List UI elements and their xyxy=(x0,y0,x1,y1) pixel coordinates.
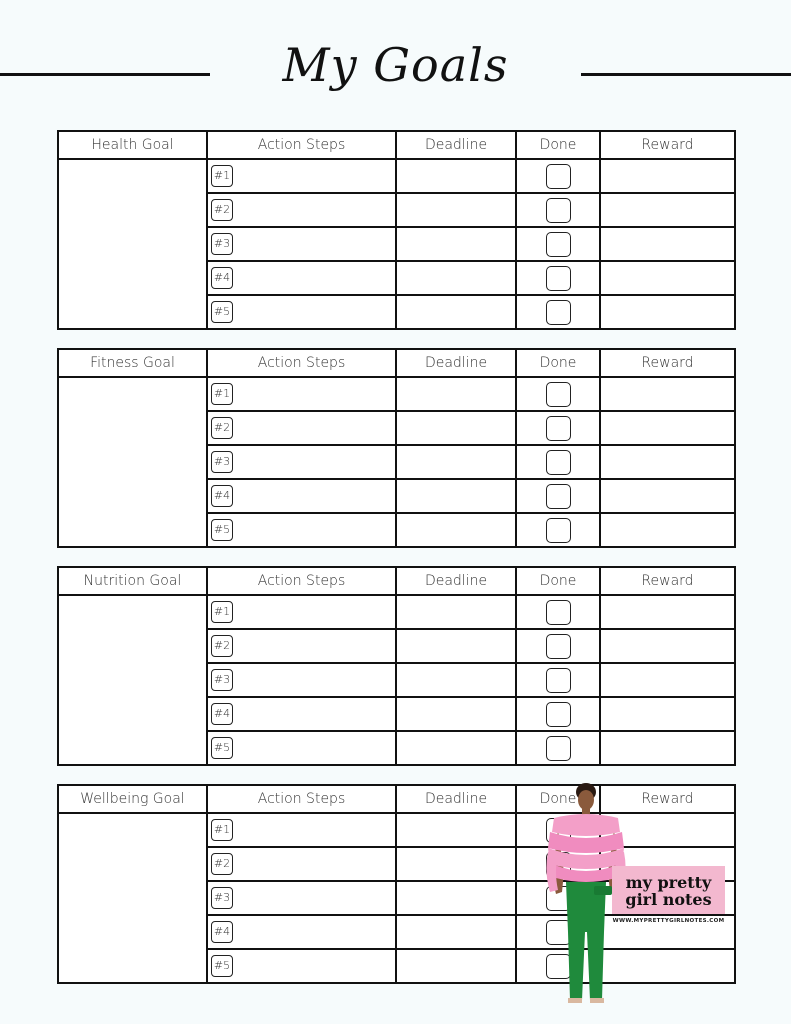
reward-cell[interactable] xyxy=(600,513,735,547)
step-number: #5 xyxy=(211,955,233,977)
action-step-cell[interactable] xyxy=(207,847,396,881)
action-step-cell[interactable] xyxy=(207,159,396,193)
reward-cell[interactable] xyxy=(600,663,735,697)
step-number: #3 xyxy=(211,887,233,909)
deadline-header: Deadline xyxy=(396,349,516,377)
reward-header: Reward xyxy=(600,785,735,813)
deadline-header: Deadline xyxy=(396,567,516,595)
step-number: #2 xyxy=(211,853,233,875)
reward-cell[interactable] xyxy=(600,193,735,227)
deadline-cell[interactable] xyxy=(396,411,516,445)
deadline-header: Deadline xyxy=(396,131,516,159)
done-checkbox[interactable] xyxy=(546,600,571,625)
reward-cell[interactable] xyxy=(600,595,735,629)
action-step-cell[interactable] xyxy=(207,949,396,983)
deadline-cell[interactable] xyxy=(396,915,516,949)
done-checkbox[interactable] xyxy=(546,736,571,761)
deadline-cell[interactable] xyxy=(396,377,516,411)
reward-cell[interactable] xyxy=(600,261,735,295)
reward-cell[interactable] xyxy=(600,479,735,513)
goal-label: Wellbeing Goal xyxy=(58,785,207,813)
action-step-cell[interactable] xyxy=(207,479,396,513)
action-steps-header: Action Steps xyxy=(207,131,396,159)
goal-input[interactable] xyxy=(58,377,207,547)
reward-cell[interactable] xyxy=(600,377,735,411)
step-number: #3 xyxy=(211,669,233,691)
done-cell xyxy=(516,479,600,513)
done-cell xyxy=(516,261,600,295)
action-step-cell[interactable] xyxy=(207,663,396,697)
step-number: #1 xyxy=(211,601,233,623)
reward-cell[interactable] xyxy=(600,411,735,445)
step-number: #2 xyxy=(211,199,233,221)
done-checkbox[interactable] xyxy=(546,484,571,509)
brand-name-line1: my pretty xyxy=(625,873,712,892)
reward-cell[interactable] xyxy=(600,295,735,329)
deadline-cell[interactable] xyxy=(396,513,516,547)
reward-cell[interactable] xyxy=(600,629,735,663)
done-checkbox[interactable] xyxy=(546,232,571,257)
reward-cell[interactable] xyxy=(600,227,735,261)
action-step-cell[interactable] xyxy=(207,813,396,847)
done-checkbox[interactable] xyxy=(546,450,571,475)
deadline-cell[interactable] xyxy=(396,731,516,765)
done-cell xyxy=(516,731,600,765)
step-number: #2 xyxy=(211,417,233,439)
step-number: #1 xyxy=(211,819,233,841)
done-cell xyxy=(516,595,600,629)
done-header: Done xyxy=(516,785,600,813)
goal-table-nutrition xyxy=(57,566,736,766)
action-step-cell[interactable] xyxy=(207,731,396,765)
step-number: #1 xyxy=(211,383,233,405)
step-number: #3 xyxy=(211,451,233,473)
deadline-cell[interactable] xyxy=(396,949,516,983)
done-checkbox[interactable] xyxy=(546,634,571,659)
step-number: #4 xyxy=(211,921,233,943)
done-cell xyxy=(516,159,600,193)
step-number: #1 xyxy=(211,165,233,187)
done-cell xyxy=(516,629,600,663)
goal-table-health xyxy=(57,130,736,330)
brand-logo xyxy=(612,866,725,914)
action-step-cell[interactable] xyxy=(207,629,396,663)
done-checkbox[interactable] xyxy=(546,300,571,325)
step-number: #5 xyxy=(211,301,233,323)
reward-cell[interactable] xyxy=(600,159,735,193)
action-step-cell[interactable] xyxy=(207,445,396,479)
done-header: Done xyxy=(516,131,600,159)
step-number: #2 xyxy=(211,635,233,657)
deadline-cell[interactable] xyxy=(396,193,516,227)
goal-table-fitness xyxy=(57,348,736,548)
brand-name-line2: girl notes xyxy=(625,890,712,909)
header-rule-right xyxy=(581,73,791,76)
action-step-cell[interactable] xyxy=(207,377,396,411)
deadline-cell[interactable] xyxy=(396,261,516,295)
step-number: #4 xyxy=(211,485,233,507)
reward-header: Reward xyxy=(600,131,735,159)
done-checkbox[interactable] xyxy=(546,668,571,693)
goal-label: Nutrition Goal xyxy=(58,567,207,595)
deadline-cell[interactable] xyxy=(396,595,516,629)
action-step-cell[interactable] xyxy=(207,295,396,329)
action-steps-header: Action Steps xyxy=(207,349,396,377)
done-cell xyxy=(516,227,600,261)
action-step-cell[interactable] xyxy=(207,193,396,227)
deadline-cell[interactable] xyxy=(396,629,516,663)
action-step-cell[interactable] xyxy=(207,411,396,445)
deadline-cell[interactable] xyxy=(396,295,516,329)
reward-header: Reward xyxy=(600,567,735,595)
action-step-cell[interactable] xyxy=(207,595,396,629)
page-title: My Goals xyxy=(282,38,509,92)
reward-cell[interactable] xyxy=(600,697,735,731)
done-checkbox[interactable] xyxy=(546,164,571,189)
action-steps-header: Action Steps xyxy=(207,567,396,595)
action-step-cell[interactable] xyxy=(207,227,396,261)
brand-url: WWW.MYPRETTYGIRLNOTES.COM xyxy=(612,918,725,924)
reward-cell[interactable] xyxy=(600,731,735,765)
done-checkbox[interactable] xyxy=(546,266,571,291)
deadline-cell[interactable] xyxy=(396,881,516,915)
done-header: Done xyxy=(516,567,600,595)
step-number: #5 xyxy=(211,737,233,759)
done-checkbox[interactable] xyxy=(546,518,571,543)
action-step-cell[interactable] xyxy=(207,261,396,295)
goal-input[interactable] xyxy=(58,813,207,983)
goal-label: Health Goal xyxy=(58,131,207,159)
goal-label: Fitness Goal xyxy=(58,349,207,377)
reward-cell[interactable] xyxy=(600,445,735,479)
deadline-cell[interactable] xyxy=(396,847,516,881)
done-cell xyxy=(516,295,600,329)
goal-input[interactable] xyxy=(58,595,207,765)
deadline-cell[interactable] xyxy=(396,663,516,697)
step-number: #4 xyxy=(211,267,233,289)
goal-input[interactable] xyxy=(58,159,207,329)
action-step-cell[interactable] xyxy=(207,915,396,949)
action-step-cell[interactable] xyxy=(207,881,396,915)
deadline-cell[interactable] xyxy=(396,697,516,731)
deadline-cell[interactable] xyxy=(396,479,516,513)
step-number: #3 xyxy=(211,233,233,255)
done-cell xyxy=(516,377,600,411)
done-checkbox[interactable] xyxy=(546,416,571,441)
step-number: #5 xyxy=(211,519,233,541)
done-cell xyxy=(516,445,600,479)
action-step-cell[interactable] xyxy=(207,513,396,547)
step-number: #4 xyxy=(211,703,233,725)
action-step-cell[interactable] xyxy=(207,697,396,731)
done-cell xyxy=(516,663,600,697)
deadline-cell[interactable] xyxy=(396,227,516,261)
done-header: Done xyxy=(516,349,600,377)
done-cell xyxy=(516,411,600,445)
done-checkbox[interactable] xyxy=(546,198,571,223)
done-checkbox[interactable] xyxy=(546,382,571,407)
done-checkbox[interactable] xyxy=(546,702,571,727)
deadline-cell[interactable] xyxy=(396,159,516,193)
done-cell xyxy=(516,697,600,731)
deadline-cell[interactable] xyxy=(396,445,516,479)
deadline-header: Deadline xyxy=(396,785,516,813)
action-steps-header: Action Steps xyxy=(207,785,396,813)
done-cell xyxy=(516,193,600,227)
reward-header: Reward xyxy=(600,349,735,377)
done-cell xyxy=(516,513,600,547)
deadline-cell[interactable] xyxy=(396,813,516,847)
